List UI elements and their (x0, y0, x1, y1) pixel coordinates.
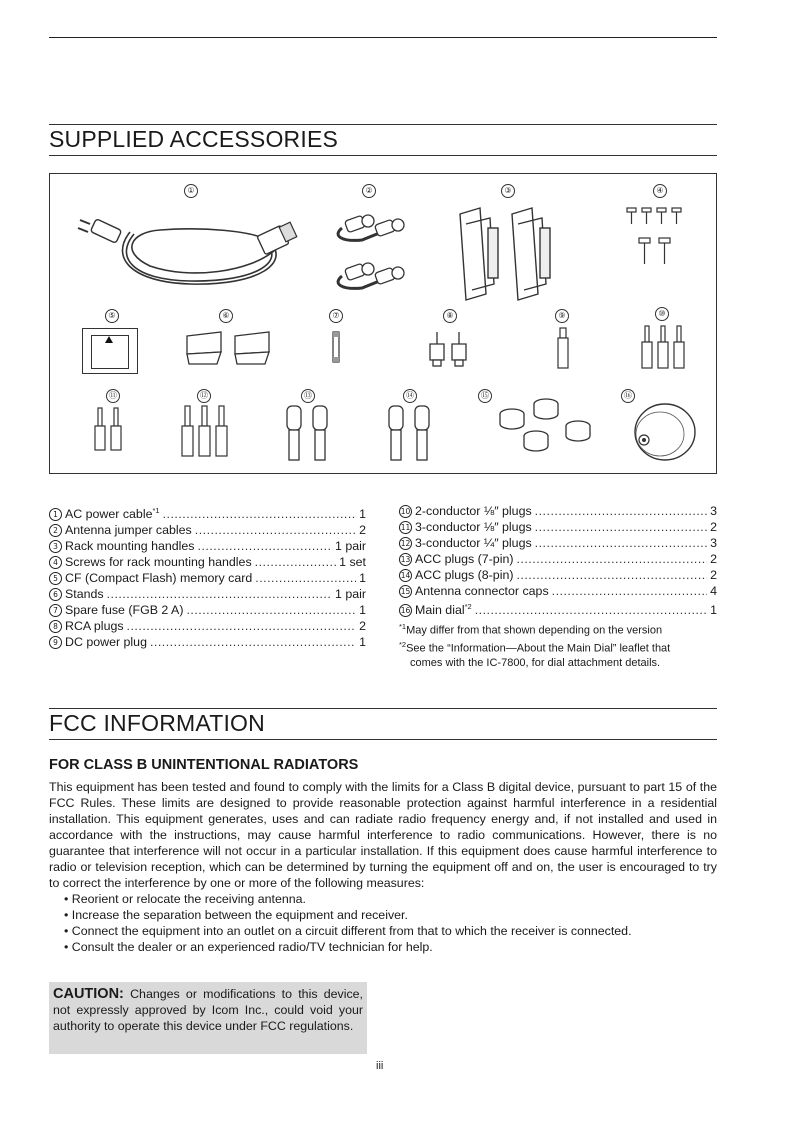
leader-dots (163, 506, 357, 522)
item-quantity: 4 (710, 584, 717, 598)
item-label: DC power plug (65, 635, 147, 650)
item-label: Antenna connector caps (415, 584, 549, 598)
accessory-list-left (49, 503, 366, 650)
list-item (49, 538, 366, 554)
figure-number-4: ④ (653, 184, 667, 198)
item-label: ACC plugs (8-pin) (415, 568, 514, 582)
list-item (399, 503, 717, 519)
item-number: 10 (400, 507, 411, 516)
leader-dots (195, 522, 356, 538)
ac-power-cable-illustration (70, 202, 300, 302)
list-item (399, 599, 717, 618)
item-footnote-mark: *2 (464, 602, 472, 611)
item-quantity: 1 pair (335, 587, 366, 602)
item-label: AC power cable (65, 507, 153, 522)
item-quantity: 3 (710, 504, 717, 518)
list-item (49, 602, 366, 618)
figure-number-15: ⑮ (478, 389, 492, 403)
leader-dots (186, 602, 356, 618)
rack-screws-illustration (625, 204, 695, 269)
item-quantity: 1 (710, 603, 717, 618)
item-number: 4 (49, 556, 62, 569)
list-item: • Reorient or relocate the receiving antenna. (64, 892, 306, 906)
leader-dots (255, 570, 356, 586)
caution-label: CAUTION: (53, 986, 124, 1002)
caution-box (49, 982, 367, 1054)
item-quantity: 2 (359, 523, 366, 538)
list-item (49, 586, 366, 602)
list-item (399, 519, 717, 535)
item-quantity: 1 set (339, 555, 366, 570)
rack-mounting-handles-illustration (450, 204, 570, 304)
leader-dots (107, 586, 332, 602)
item-number: 13 (400, 555, 411, 564)
item-label: Rack mounting handles (65, 539, 195, 554)
antenna-jumper-cables-illustration (332, 206, 412, 301)
item-quantity: 2 (710, 568, 717, 582)
measure-text: Connect the equipment into an outlet on a circuit different from that to which the receiver is connected. (71, 924, 632, 938)
item-label: 3-conductor ¼″ plugs (415, 536, 532, 550)
item-number: 8 (49, 620, 62, 633)
item-quantity: 3 (710, 536, 717, 550)
leader-dots (475, 602, 707, 618)
fcc-subheading: FOR CLASS B UNINTENTIONAL RADIATORS (49, 757, 359, 773)
item-number: 15 (400, 587, 411, 596)
fcc-measures-list (64, 891, 632, 955)
figure-number-5: ⑤ (105, 309, 119, 323)
leader-dots (535, 519, 707, 535)
fcc-paragraph: This equipment has been tested and found to comply with the limits for a Class B digital device, pursuant to part 15 of the FCC Rules. These limits are designed to provide reasonable protection against harmful interference in a residential installation. This equipment generates, uses and can radiate radio frequency energy and, if not installed and used in accordance with the instructions, may cause harmful interference to radio communications. However, there is no guarantee that interference will not occur in a particular installation. If this equipment does cause harmful interference to radio or television reception, which can be determined by turning the equipment off and on, the user is encouraged to try to correct the interference by one or more of the following measures: (49, 780, 717, 890)
item-quantity: 1 (359, 635, 366, 650)
item-number: 11 (400, 523, 411, 532)
two-conductor-plugs-illustration (640, 324, 690, 372)
three-conductor-quarter-plugs-illustration (180, 404, 240, 460)
item-quantity: 2 (359, 619, 366, 634)
item-number: 9 (49, 636, 62, 649)
item-number: 2 (49, 524, 62, 537)
antenna-connector-caps-illustration (490, 396, 600, 460)
item-quantity: 1 (359, 603, 366, 618)
footnote-2-continued (399, 656, 717, 671)
cf-card-illustration (82, 328, 138, 374)
leader-dots (535, 503, 707, 519)
figure-number-9: ⑨ (555, 309, 569, 323)
figure-number-8: ⑧ (443, 309, 457, 323)
footnote-2-text-line1: See the “Information—About the Main Dial” leaflet that (406, 642, 671, 655)
item-quantity: 2 (710, 520, 717, 534)
item-number: 12 (400, 539, 411, 548)
cf-card-arrow-icon (105, 336, 113, 343)
acc-plugs-7pin-illustration (282, 402, 342, 466)
figure-number-16: ⑯ (621, 389, 635, 403)
list-item (399, 551, 717, 567)
figure-number-12: ⑫ (197, 389, 211, 403)
list-item (399, 535, 717, 551)
item-label: Spare fuse (FGB 2 A) (65, 603, 184, 618)
item-number: 3 (49, 540, 62, 553)
footnote-2-text-line2: comes with the IC-7800, for dial attachment details. (410, 657, 661, 670)
leader-dots (198, 538, 333, 554)
footnote-1-text: May differ from that shown depending on the version (406, 624, 663, 637)
list-item: • Increase the separation between the equipment and receiver. (64, 908, 408, 922)
list-item (399, 567, 717, 583)
acc-plugs-8pin-illustration (384, 402, 444, 466)
item-quantity: 2 (710, 552, 717, 566)
leader-dots (535, 535, 707, 551)
dc-power-plug-illustration (557, 326, 571, 370)
measure-text: Consult the dealer or an experienced radio/TV technician for help. (71, 940, 433, 954)
item-label: RCA plugs (65, 619, 124, 634)
item-label: 2-conductor ⅛″ plugs (415, 504, 532, 518)
item-footnote-mark: *1 (152, 506, 160, 515)
list-item (49, 522, 366, 538)
figure-number-1: ① (184, 184, 198, 198)
item-quantity: 1 (359, 507, 366, 522)
figure-number-7: ⑦ (329, 309, 343, 323)
footnote-1-mark: *1 (399, 622, 407, 632)
list-item (49, 634, 366, 650)
list-item (49, 554, 366, 570)
three-conductor-eighth-plugs-illustration (93, 406, 133, 454)
figure-number-13: ⑬ (301, 389, 315, 403)
stands-illustration (185, 330, 275, 370)
figure-number-6: ⑥ (219, 309, 233, 323)
figure-number-10: ⑩ (655, 307, 669, 321)
list-item (49, 618, 366, 634)
measure-text: Reorient or relocate the receiving antenna. (71, 892, 306, 906)
leader-dots (127, 618, 357, 634)
list-item (399, 583, 717, 599)
item-label: Stands (65, 587, 104, 602)
item-number: 7 (49, 604, 62, 617)
item-label: 3-conductor ⅛″ plugs (415, 520, 532, 534)
accessories-figure (49, 173, 717, 474)
figure-number-11: ⑪ (106, 389, 120, 403)
leader-dots (516, 567, 707, 583)
item-label: Screws for rack mounting handles (65, 555, 252, 570)
item-number: 16 (400, 606, 411, 616)
item-label: ACC plugs (7-pin) (415, 552, 514, 566)
leader-dots (552, 583, 707, 599)
item-label: Antenna jumper cables (65, 523, 192, 538)
leader-dots (255, 554, 336, 570)
section-title-accessories: SUPPLIED ACCESSORIES (49, 124, 717, 156)
item-number: 6 (49, 588, 62, 601)
figure-number-3: ③ (501, 184, 515, 198)
item-label: CF (Compact Flash) memory card (65, 571, 253, 586)
list-item (49, 503, 366, 522)
figure-number-2: ② (362, 184, 376, 198)
list-item (49, 570, 366, 586)
list-item: • Consult the dealer or an experienced radio/TV technician for help. (64, 940, 433, 954)
leader-dots (150, 634, 356, 650)
item-label: Main dial (415, 603, 465, 618)
item-number: 1 (49, 508, 62, 521)
item-quantity: 1 pair (335, 539, 366, 554)
footnote-2-mark: *2 (399, 640, 407, 650)
measure-text: Increase the separation between the equipment and receiver. (71, 908, 408, 922)
item-quantity: 1 (359, 571, 366, 586)
rca-plugs-illustration (426, 330, 476, 370)
top-rule (49, 37, 717, 38)
leader-dots (516, 551, 707, 567)
section-title-fcc: FCC INFORMATION (49, 708, 717, 740)
page-number: iii (376, 1060, 384, 1072)
item-number: 5 (49, 572, 62, 585)
list-item: • Connect the equipment into an outlet on a circuit different from that to which the receiver is connected. (64, 924, 632, 938)
main-dial-illustration (630, 400, 700, 464)
item-number: 14 (400, 571, 411, 580)
caution-text: Changes or modifications to this device, not expressly approved by Icom Inc., could void your authority to operate this device under FCC regulations. (53, 987, 363, 1033)
footnote-2 (399, 638, 717, 656)
accessory-list-right (399, 503, 717, 671)
footnote-1 (399, 620, 717, 638)
figure-number-14: ⑭ (403, 389, 417, 403)
spare-fuse-illustration (330, 330, 342, 364)
